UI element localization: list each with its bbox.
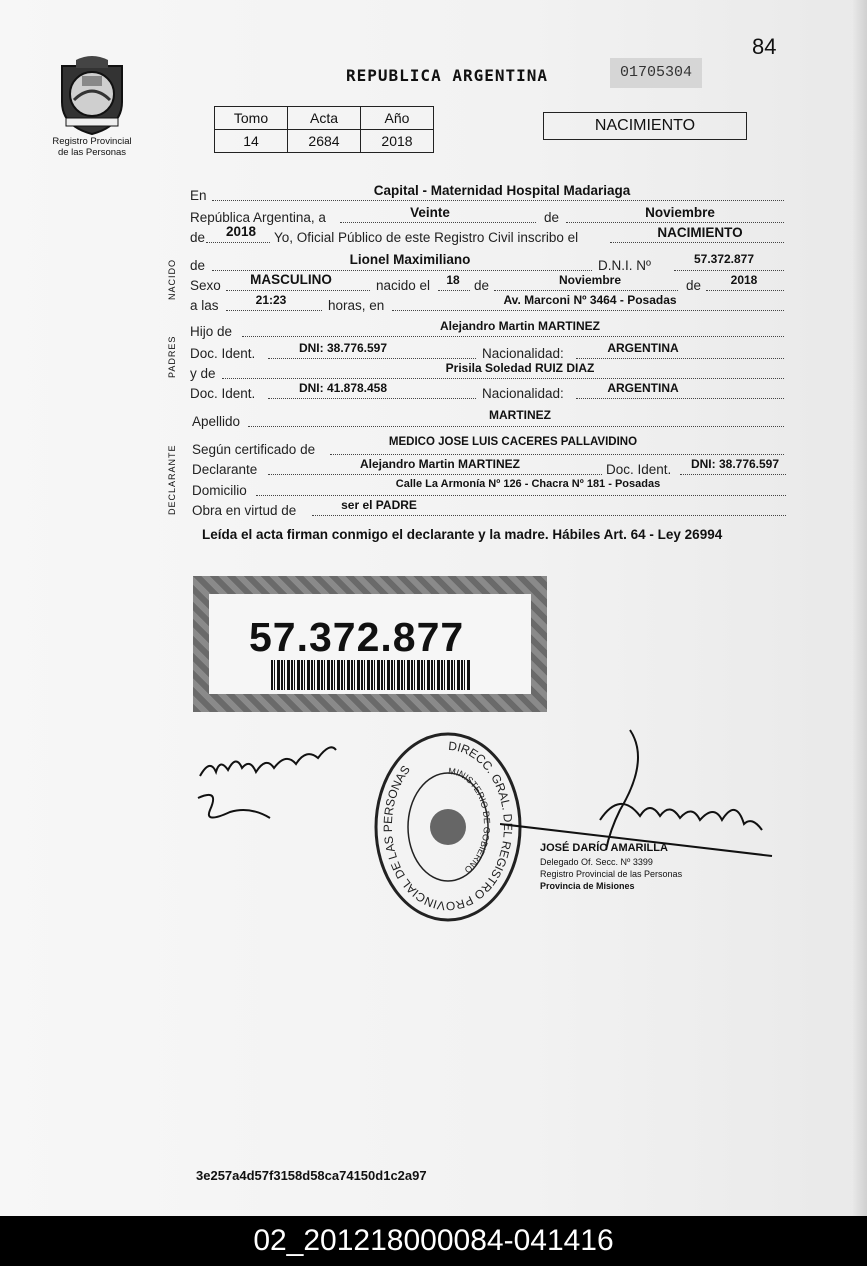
declarant-signature-icon [190,728,340,828]
label-doc-2: Doc. Ident. [190,386,256,401]
label-alas: a las [190,298,219,313]
official-details [540,856,682,892]
document-hash: 3e257a4d57f3158d58ca74150d1c2a97 [196,1168,427,1183]
label-republica: República Argentina, a [190,210,326,225]
label-nac-2: Nacionalidad: [482,386,564,401]
header-tomo: Tomo [215,107,288,130]
side-label-padres: PADRES [167,335,177,378]
page-title: REPUBLICA ARGENTINA [346,66,549,85]
field-hour: 21:23 [255,293,287,307]
field-father-nationality: ARGENTINA [607,341,679,355]
field-birth-month: Noviembre [558,273,622,287]
label-certificado: Según certificado de [192,442,316,457]
value-anio: 2018 [361,130,434,153]
official-line1: Delegado Of. Secc. Nº 3399 [540,857,653,867]
value-acta: 2684 [288,130,361,153]
barcode-icon [271,660,471,690]
field-place: Capital - Maternidad Hospital Madariaga [373,183,631,198]
label-de-1: de [544,210,560,225]
page-number: 84 [752,34,777,59]
field-surname: MARTINEZ [489,408,551,422]
label-de-2: de [190,230,206,245]
record-table-value-row [215,130,434,153]
field-day: Veinte [410,205,450,220]
id-stamp-number: 57.372.877 [249,614,465,660]
label-declarante: Declarante [192,462,258,477]
label-hijo: Hijo de [190,324,233,339]
label-nac-1: Nacionalidad: [482,346,564,361]
registry-caption-line1: Registro Provincial [52,136,132,147]
record-table [214,106,434,153]
label-dni: D.N.I. Nº [598,258,651,273]
field-address: Calle La Armonía Nº 126 - Chacra Nº 181 - Posadas [395,478,661,490]
field-declarant-doc: DNI: 38.776.597 [690,457,780,471]
label-apellido: Apellido [192,414,241,429]
legal-note: Leída el acta firman conmigo el declarante y la madre. Hábiles Art. 64 - Ley 26994 [202,527,723,542]
misiones-coat-of-arms-icon [52,52,132,136]
label-de-5: de [686,278,702,293]
serial-number: 01705304 [610,58,702,88]
footer-id: 02_201218000084-041416 [253,1224,614,1257]
field-birth-day: 18 [446,273,460,287]
side-label-declarante: DECLARANTE [167,444,177,515]
official-name: JOSÉ DARÍO AMARILLA [540,842,668,854]
label-doc-1: Doc. Ident. [190,346,256,361]
label-inscribo: Yo, Oficial Público de este Registro Civil inscribo el [274,230,579,245]
record-table-header-row [215,107,434,130]
label-obra: Obra en virtud de [192,503,297,518]
label-yde: y de [190,366,216,381]
field-month: Noviembre [645,205,715,220]
seal-inner-text: MINISTERIO DE GOBIERNO [447,765,493,876]
label-horas: horas, en [328,298,385,313]
seal-text: DIRECC. GRAL. DEL REGISTRO PROVINCIAL DE LAS PERSONAS [380,738,515,914]
label-de-4: de [474,278,490,293]
side-label-nacido: NACIDO [167,258,177,300]
registry-caption-line2: de las Personas [57,147,127,158]
value-tomo: 14 [215,130,288,153]
field-mother: Prisila Soledad RUIZ DIAZ [445,361,595,375]
field-birth-year: 2018 [730,273,758,287]
field-mother-nationality: ARGENTINA [607,381,679,395]
field-father: Alejandro Martin MARTINEZ [439,319,600,333]
page-edge [853,0,867,1216]
label-domicilio: Domicilio [192,483,247,498]
field-sex: MASCULINO [250,272,332,287]
official-line3: Provincia de Misiones [540,881,635,891]
field-dni: 57.372.877 [693,252,755,266]
official-line2: Registro Provincial de las Personas [540,869,683,879]
field-year: 2018 [225,224,257,239]
field-mother-doc: DNI: 41.878.458 [298,381,388,395]
label-sexo: Sexo [190,278,221,293]
field-inscribo: NACIMIENTO [657,225,743,240]
label-en: En [190,188,207,203]
field-reason: ser el PADRE [341,498,417,512]
field-certificate: MEDICO JOSE LUIS CACERES PALLAVIDINO [388,436,638,448]
header-anio: Año [361,107,434,130]
field-father-doc: DNI: 38.776.597 [298,341,388,355]
field-child-name: Lionel Maximiliano [349,252,471,267]
label-de-3: de [190,258,206,273]
record-type-box: NACIMIENTO [543,112,747,140]
field-birth-address: Av. Marconi Nº 3464 - Posadas [503,293,677,307]
header-acta: Acta [288,107,361,130]
label-decl-doc: Doc. Ident. [606,462,672,477]
field-declarant: Alejandro Martin MARTINEZ [359,457,520,471]
id-number-stamp [193,576,547,712]
registry-caption [40,136,144,158]
label-nacido: nacido el [376,278,431,293]
